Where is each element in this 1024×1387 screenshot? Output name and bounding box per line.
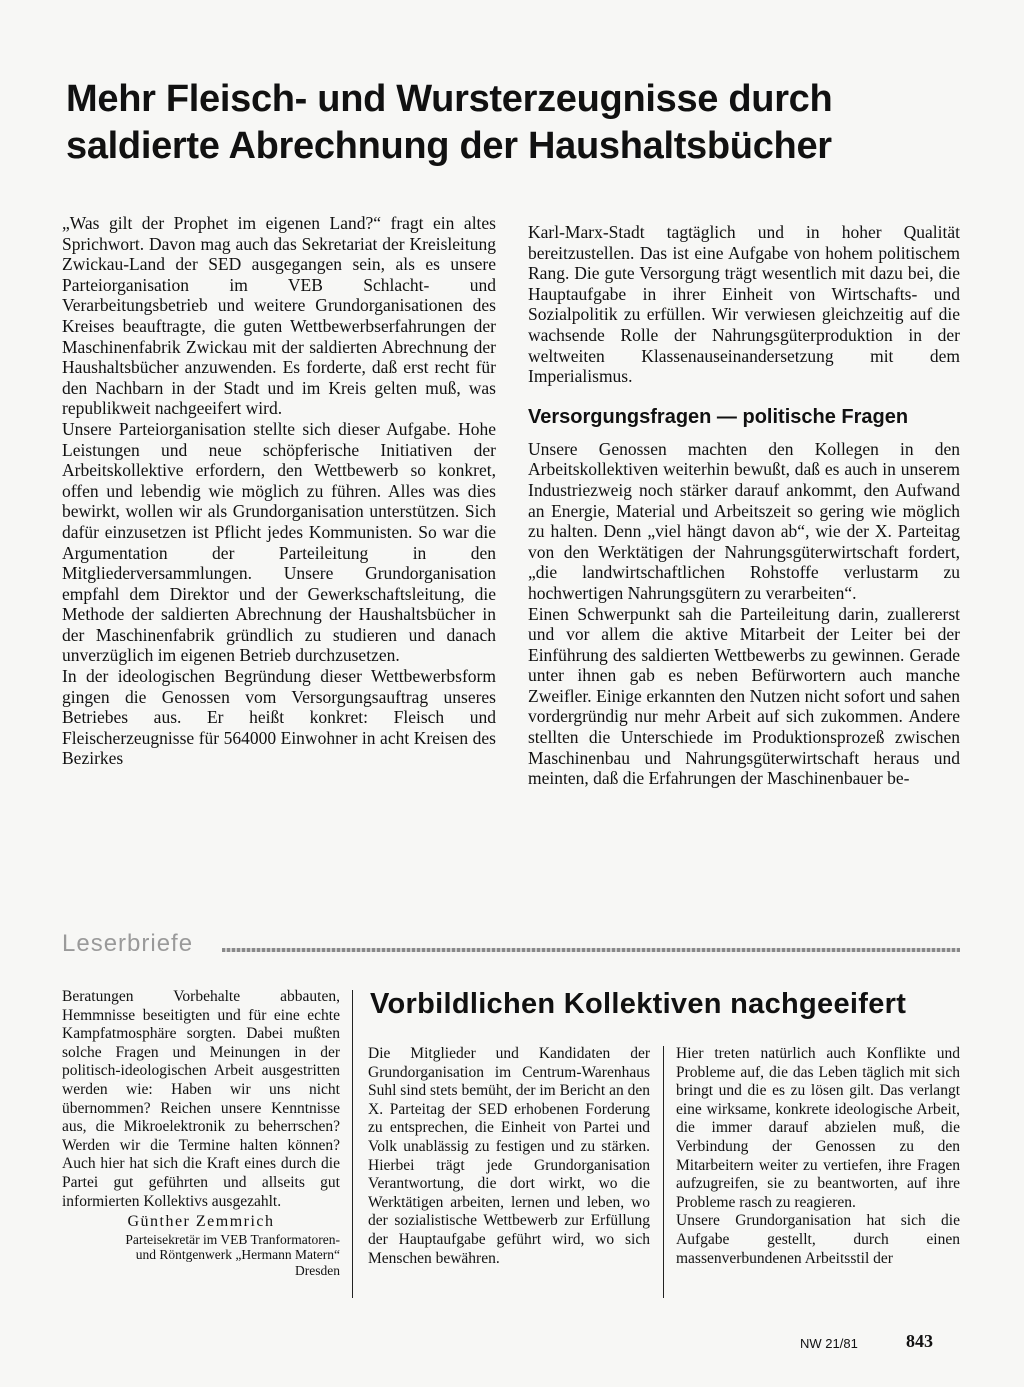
page-number: 843 bbox=[906, 1331, 933, 1351]
section-label: Leserbriefe bbox=[62, 930, 194, 957]
article-paragraph: Einen Schwerpunkt sah die Parteileitung darin, zuallererst und vor allem die aktive Mitarbeit der Leiter bei der Einführung des saldierten Wettbewerbs zu gewinnen. Gerade unter ihnen gab es neben Befürwortern auch manche Zweifler. Einige erkannten den Nutzen nicht sofort und sahen vordergründig nur mehr Arbeit auf sich zukommen. Andere stellten die Unterschiede im Produktionsprozeß zwischen Maschinenbau und Nahrungsgüterwirtschaft heraus und meinten, daß die Erfahrungen der Maschinenbauer be- bbox=[528, 603, 960, 789]
letter-signature-role-line: Dresden bbox=[295, 1262, 340, 1278]
letter-text: Die Mitglieder und Kandidaten der Grundorganisation im Centrum-Warenhaus Suhl sind stets bemüht, der im Bericht an den X. Parteitag der SED erhobenen Forderung zu entsprechen, die Einheit von Partei und Volk unablässig zu festigen und zu stärken. Hierbei trägt jede Grundorganisation Verantwortung, die dort wirkt, wo die Werktätigen arbeiten, lernen und leben, wo der sozialistische Wettbewerb zur Erfüllung der Hauptaufgabe geführt wird, wo sich Menschen bewähren. bbox=[368, 1045, 650, 1267]
article-column-left bbox=[62, 213, 496, 769]
reader-letter-one bbox=[62, 988, 340, 1278]
article-paragraph: Karl-Marx-Stadt tagtäglich und in hoher Qualität bereitzustellen. Das ist eine Aufgabe von hohem politischem Rang. Die gute Versorgung trägt wesentlich mit dazu bei, die Hauptaufgabe in ihrer Einheit von Wirtschafts- und Sozialpolitik zu erfüllen. Wir verwiesen gleichzeitig auf die wachsende Rolle der Nahrungsgüterproduktion in der weltweiten Klassenauseinandersetzung mit dem Imperialismus. bbox=[528, 222, 960, 387]
reader-letter-two-column-2 bbox=[676, 1045, 960, 1268]
article-paragraph: Unsere Genossen machten den Kollegen in den Arbeitskollektiven weiterhin bewußt, daß es auch in unserem Industriezweig noch stärker darauf ankommt, den Aufwand an Energie, Material und Arbeitszeit so gering wie möglich zu halten. Denn „viel hängt davon ab“, wie der X. Parteitag von den Werktätigen der Nahrungsgüterwirtschaft fordert, „die landwirtschaftlichen Rohstoffe verlustarm zu hochwertigen Nahrungsgütern zu verarbeiten“. bbox=[528, 438, 960, 603]
article-headline: Mehr Fleisch- und Wursterzeugnisse durch saldierte Abrechnung der Haushaltsbücher bbox=[66, 78, 833, 167]
column-divider bbox=[352, 990, 353, 1298]
letter-signature-name: Günther Zemmrich bbox=[127, 1213, 275, 1231]
section-divider bbox=[222, 948, 960, 952]
article-subheading: Versorgungsfragen — politische Fragen bbox=[528, 405, 909, 428]
section-header bbox=[62, 930, 960, 960]
column-divider bbox=[663, 1046, 664, 1298]
letter-text: Hier treten natürlich auch Konflikte und Probleme auf, die das Leben täglich mit sich bringt und die es zu lösen gilt. Das verlangt eine wirksame, konkrete ideologische Arbeit, die immer darauf abzielen muß, die Verbindung der Genossen zu den Mitarbeitern weiter zu vertiefen, ihre Fragen aufzugreifen, sie zu beantworten, auf ihre Probleme rasch zu reagieren. bbox=[676, 1045, 960, 1211]
letter-text: Unsere Grundorganisation hat sich die Aufgabe gestellt, durch einen massenverbundenen Arbeitsstil der bbox=[676, 1212, 960, 1267]
letter-signature-role-line: Parteisekretär im VEB Tranformatoren- bbox=[125, 1231, 340, 1247]
letter-text: Beratungen Vorbehalte abbauten, Hemmnisse beseitigten und für eine echte Kampfatmosphäre sorgten. Dabei mußten solche Fragen und Meinungen in der politisch-ideologischen Arbeit ausgestritten werden wie: Haben wir uns nicht übernommen? Reichen unsere Kenntnisse aus, die Mikroelektronik zu beherrschen? Werden wir die Termine halten können? Auch hier hat sich die Kraft eines durch die Partei gut geführten und allseits gut informierten Kollektivs ausgezahlt. bbox=[62, 988, 340, 1210]
issue-number: NW 21/81 bbox=[800, 1336, 858, 1351]
letter-headline: Vorbildlichen Kollektiven nachgeeifert bbox=[370, 988, 907, 1020]
article-paragraph: „Was gilt der Prophet im eigenen Land?“ fragt ein altes Sprichwort. Davon mag auch das Sekretariat der Kreisleitung Zwickau-Land der SED ausgegangen sein, als es unsere Parteiorganisation im VEB Schlacht- und Verarbeitungsbetrieb und weitere Grundorganisationen des Kreises beauftragte, die guten Wettbewerbserfahrungen der Maschinenfabrik Zwickau mit der saldierten Abrechnung der Haushaltsbücher anzuwenden. Es forderte, daß erst recht für den Nachbarn in der Stadt und im Kreis gelten muß, was republikweit nachgeeifert wird. bbox=[62, 213, 496, 419]
article-paragraph: In der ideologischen Begründung dieser Wettbewerbsform gingen die Genossen vom Versorgungsauftrag unseres Betriebes aus. Er heißt konkret: Fleisch und Fleischerzeugnisse für 564000 Einwohner in acht Kreisen des Bezirkes bbox=[62, 666, 496, 769]
reader-letter-two-column-1 bbox=[368, 1045, 650, 1268]
article-paragraph: Unsere Parteiorganisation stellte sich dieser Aufgabe. Hohe Leistungen und neue schöpferische Initiativen der Arbeitskollektive erfordern, den Wettbewerb so konkret, offen und lebendig wie möglich zu führen. Alles was dies bewirkt, wollen wir als Grundorganisation unterstützen. Sich dafür einzusetzen ist Pflicht jedes Kommunisten. So war die Argumentation der Parteileitung in den Mitgliederversammlungen. Unsere Grundorganisation empfahl dem Direktor und der Gewerkschaftsleitung, die Methode der saldierten Abrechnung der Haushaltsbücher in der Maschinenfabrik gründlich zu studieren und danach unverzüglich im eigenen Betrieb durchzusetzen. bbox=[62, 418, 496, 666]
letter-signature-role-line: und Röntgenwerk „Hermann Matern“ bbox=[135, 1247, 340, 1263]
article-column-right bbox=[528, 222, 960, 789]
